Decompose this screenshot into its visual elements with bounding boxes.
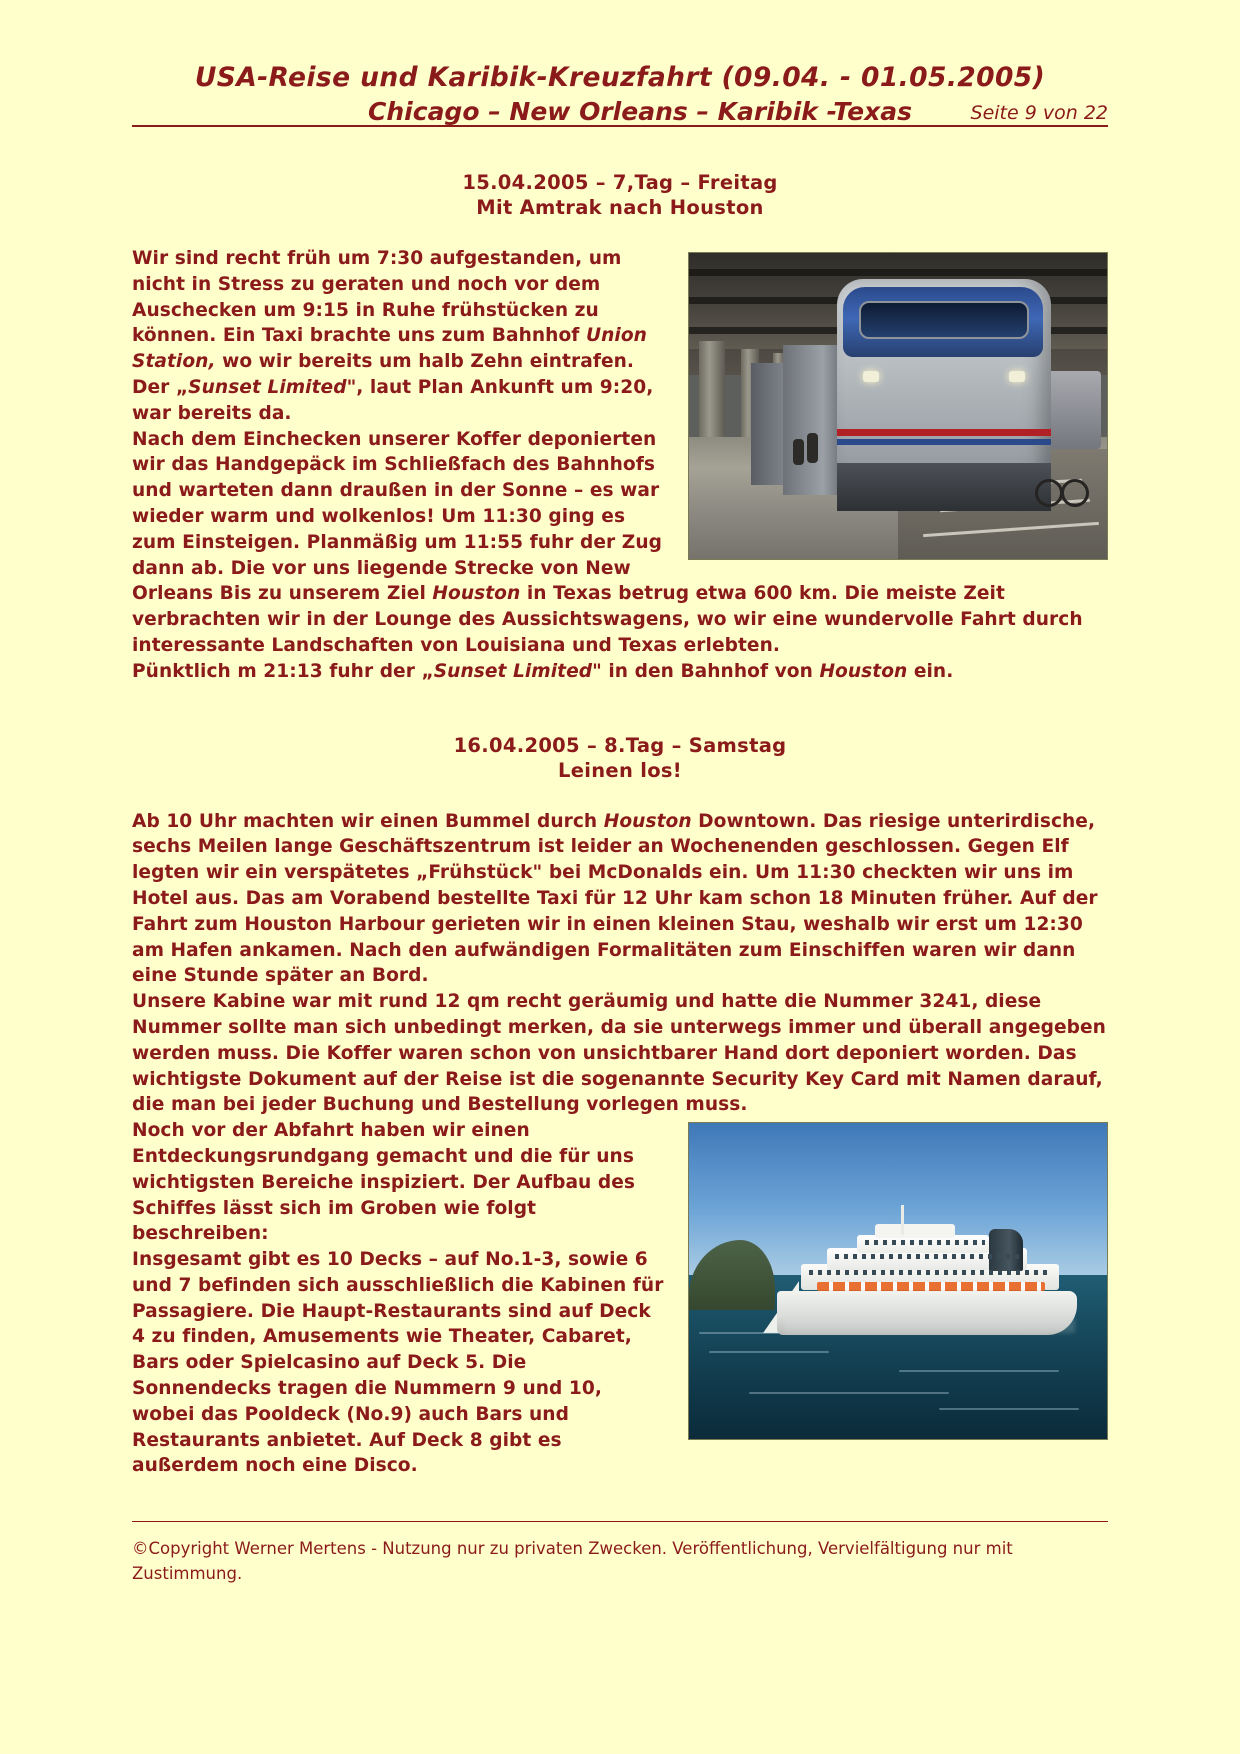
copyright-notice [132, 1536, 1108, 1586]
page-header [0, 62, 1240, 133]
day-one-paragraph-3 [132, 659, 1108, 685]
p2-seg-1: Nach dem Einchecken unserer Koffer deponierten wir das Handgepäck im Schließfach des Bahnhofs und warteten dann draußen in der Sonne – es war wieder warm und wolkenlos! Um 11:30 ging es zum Einsteigen. Planmäßig um 11:55 fuhr der Zug dann ab. Die vor uns liegende Strecke von New Orleans Bis zu unserem Ziel [132, 428, 662, 605]
p3-seg-1: Pünktlich m 21:13 fuhr der „ [132, 660, 434, 682]
day-one-subtitle: Mit Amtrak nach Houston [476, 196, 764, 219]
locomotive-body [837, 279, 1051, 511]
header-divider [132, 125, 1108, 127]
day-two-text-block [132, 809, 1108, 1480]
day-two-subtitle: Leinen los! [558, 758, 682, 782]
page-number-label: Seite 9 von 22 [970, 102, 1108, 124]
header-title-line-2: Chicago – New Orleans – Karibik -Texas [368, 97, 912, 126]
footer-divider [132, 1521, 1108, 1522]
day-two-paragraph-1 [132, 809, 1108, 990]
p3-seg-2: " in den Bahnhof von [592, 660, 820, 682]
document-content [132, 170, 1108, 1479]
day-two-paragraph-3: Noch vor der Abfahrt haben wir einen Entdeckungsrundgang gemacht und die für uns wichtigsten Bereiche inspiziert. Der Aufbau des Schiffes lässt sich im Groben wie folgt beschreiben: [132, 1120, 636, 1245]
day-two-title: 16.04.2005 – 8.Tag – Samstag [453, 733, 787, 757]
copyright-text: Copyright Werner Mertens - Nutzung nur zu privaten Zwecken. Veröffentlichung, Vervielfältigung nur mit Zustimmung. [132, 1539, 1013, 1583]
p3-italic-houston: Houston [819, 660, 908, 682]
p2-italic-houston: Houston [432, 583, 521, 605]
header-title-row-2 [132, 97, 1108, 133]
copyright-symbol: © [132, 1539, 149, 1558]
d2p1-seg-1: Ab 10 Uhr machten wir einen Bummel durch [132, 810, 604, 832]
d2p1-italic-houston: Houston [603, 810, 692, 832]
p2-seg-2: in Texas betrug etwa 600 km. Die meiste Zeit verbrachten wir in der Lounge des Aussichtswagens, wo wir eine wundervolle Fahrt durch interessante Landschaften von Louisiana und Texas erlebten. [132, 583, 1083, 656]
ship-funnel [989, 1229, 1023, 1271]
train-illustration [689, 253, 1107, 559]
day-two-paragraph-2: Unsere Kabine war mit rund 12 qm recht geräumig und hatte die Nummer 3241, diese Nummer sollte man sich unbedingt merken, da sie unterwegs immer und überall angegeben werden muss. Die Koffer waren schon von unsichtbarer Hand dort deponiert worden. Das wichtigste Dokument auf der Reise ist die sogenannte Security Key Card mit Namen darauf, die man bei jeder Buchung und Bestellung vorlegen muss. [132, 991, 1106, 1116]
page-footer [132, 1521, 1108, 1586]
p1-seg-3: ", laut Plan Ankunft um 9:20, war bereits da. [132, 376, 654, 424]
p1-italic-union-station: Union Station, [132, 325, 647, 373]
day-one-title: 15.04.2005 – 7,Tag – Freitag [462, 171, 778, 194]
p3-seg-3: ein. [907, 660, 954, 682]
p1-seg-1: Wir sind recht früh um 7:30 aufgestanden, um nicht in Stress zu geraten und noch vor dem Auschecken um 9:15 in Ruhe frühstücken zu können. Ein Taxi brachte uns zum Bahnhof [132, 248, 622, 347]
p1-italic-sunset-limited: Sunset Limited [188, 376, 347, 398]
p3-italic-sunset-limited: Sunset Limited [433, 660, 593, 682]
photo-cruise-ship [688, 1122, 1108, 1440]
cruise-ship-illustration [689, 1123, 1107, 1439]
day-two-paragraph-4: Insgesamt gibt es 10 Decks – auf No.1-3, sowie 6 und 7 befinden sich ausschließlich die Kabinen für Passagiere. Die Haupt-Restaurants sind auf Deck 4 zu finden, Amusements wie Theater, Cabaret, Bars oder Spielcasino auf Deck 5. Die Sonnendecks tragen die Nummern 9 und 10, wobei das Pooldeck (No.9) auch Bars und Restaurants anbietet. Auf Deck 8 gibt es außerdem noch eine Disco. [132, 1249, 664, 1477]
p1-seg-2: wo wir bereits um halb Zehn eintrafen. Der „ [132, 351, 635, 398]
d2p1-seg-2: Downtown. Das riesige unterirdische, sechs Meilen lange Geschäftszentrum ist leider an Wochenenden geschlossen. Gegen Elf legten wir ein verspätetes „Frühstück" bei McDonalds ein. Um 11:30 checkten wir uns im Hotel aus. Das am Vorabend bestellte Taxi für 12 Uhr kam schon 18 Minuten früher. Auf der Fahrt zum Houston Harbour gerieten wir in einen kleinen Stau, weshalb wir erst um 12:30 am Hafen ankamen. Nach den aufwändigen Formalitäten zum Einschiffen waren wir dann eine Stunde später an Bord. [132, 810, 1098, 987]
header-title-line-1: USA-Reise und Karibik-Kreuzfahrt (09.04. - 01.05.2005) [194, 62, 1046, 93]
day-one-text-block [132, 246, 1108, 685]
photo-amtrak-train [688, 252, 1108, 560]
